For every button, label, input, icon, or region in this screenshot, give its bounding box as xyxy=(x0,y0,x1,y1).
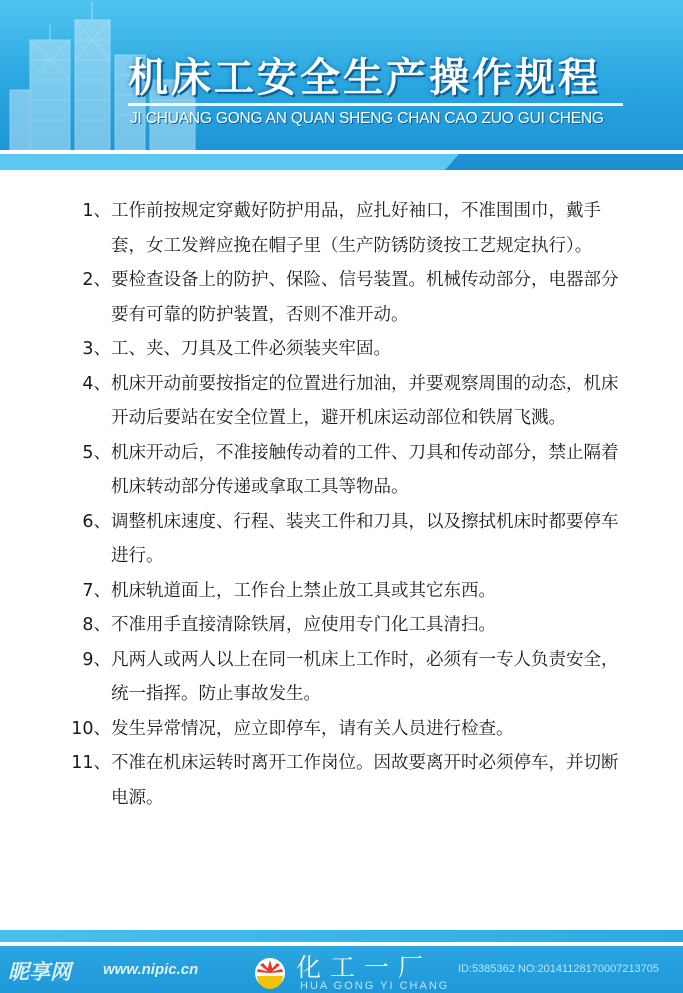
rule-text: 工作前按规定穿戴好防护用品，应扎好袖口，不准围围巾，戴手套，女工发辫应挽在帽子里（生产防锈防烫按工艺规定执行）。 xyxy=(111,201,601,256)
rule-text: 不准在机床运转时离开工作岗位。因故要离开时必须停车，并切断电源。 xyxy=(111,753,619,808)
rule-text: 工、夹、刀具及工件必须装夹牢固。 xyxy=(111,339,391,359)
page-subtitle-pinyin: JI CHUANG GONG AN QUAN SHENG CHAN CAO ZUO GUI CHENG xyxy=(130,110,604,127)
footer-bar xyxy=(0,946,683,993)
title-underline xyxy=(128,103,623,106)
rule-item-6 xyxy=(0,505,683,574)
watermark-id: ID:5385362 NO:20141128170007213705 xyxy=(458,963,660,975)
rule-item-9 xyxy=(0,643,683,712)
page-title: 机床工安全生产操作规程 xyxy=(128,55,601,101)
company-pinyin: HUA GONG YI CHANG xyxy=(300,980,450,992)
rule-text: 机床开动前要按指定的位置进行加油，并要观察周围的动态，机床开动后要站在安全位置上，避开机床运动部位和铁屑飞溅。 xyxy=(111,373,619,428)
rule-number: 4、 xyxy=(82,373,111,394)
rule-text: 发生异常情况，应立即停车，请有关人员进行检查。 xyxy=(111,718,514,739)
rule-number: 2、 xyxy=(82,270,111,290)
rule-item-3 xyxy=(0,332,683,367)
rule-text: 要检查设备上的防护、保险、信号装置。机械传动部分，电器部分要有可靠的防护装置，否则不准开动。 xyxy=(111,270,619,325)
rule-number: 10、 xyxy=(71,718,111,739)
watermark-logo: 昵享网 xyxy=(8,960,71,984)
rules-list xyxy=(0,194,683,815)
rule-item-10 xyxy=(0,712,683,747)
rule-text: 不准用手直接清除铁屑，应使用专门化工具清扫。 xyxy=(111,615,496,635)
rule-item-8 xyxy=(0,608,683,643)
rule-number: 5、 xyxy=(82,442,111,463)
rule-text: 机床轨道面上，工作台上禁止放工具或其它东西。 xyxy=(111,580,496,601)
footer-top-band xyxy=(0,930,683,942)
company-logo-icon xyxy=(252,952,288,990)
rule-item-7 xyxy=(0,574,683,609)
rule-number: 9、 xyxy=(82,649,111,670)
rule-number: 6、 xyxy=(82,511,111,532)
rule-number: 3、 xyxy=(82,339,111,359)
rule-number: 1、 xyxy=(82,201,111,221)
rule-text: 调整机床速度、行程、装夹工件和刀具，以及擦拭机床时都要停车进行。 xyxy=(111,511,619,566)
rule-item-1 xyxy=(0,194,683,263)
rule-number: 8、 xyxy=(82,615,111,635)
rule-number: 11、 xyxy=(71,753,111,773)
header-banner xyxy=(0,0,683,150)
header-dark-stripe xyxy=(445,154,683,170)
rule-text: 凡两人或两人以上在同一机床上工作时，必须有一专人负责安全，统一指挥。防止事故发生。 xyxy=(111,649,619,704)
rule-number: 7、 xyxy=(82,580,111,601)
rule-item-11 xyxy=(0,746,683,815)
rule-text: 机床开动后，不准接触传动着的工件、刀具和传动部分，禁止隔着机床转动部分传递或拿取工具等物品。 xyxy=(111,442,619,497)
watermark-url: www.nipic.cn xyxy=(103,961,199,978)
company-name: 化工一厂 xyxy=(296,953,433,982)
rule-item-4 xyxy=(0,367,683,436)
rule-item-5 xyxy=(0,436,683,505)
rule-item-2 xyxy=(0,263,683,332)
